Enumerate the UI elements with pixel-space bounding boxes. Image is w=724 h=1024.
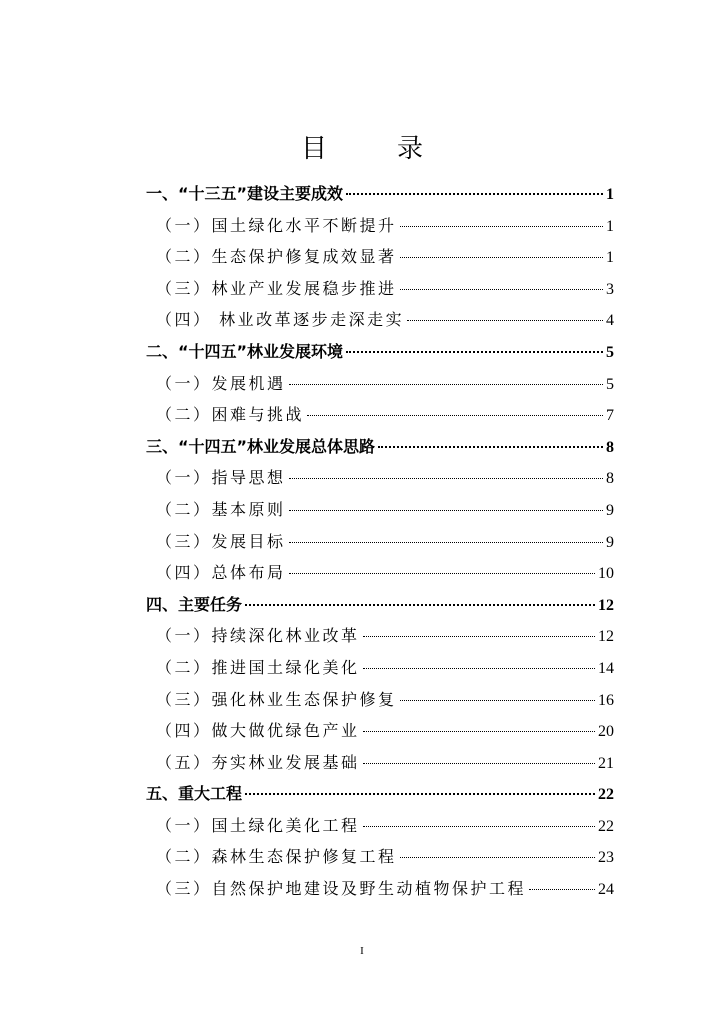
- dot-leader: [245, 793, 595, 795]
- toc-section-entry[interactable]: [146, 273, 614, 305]
- toc-entry-label: （一）指导思想: [156, 468, 286, 488]
- toc-page-number: 3: [606, 280, 614, 298]
- toc-section-entry[interactable]: [146, 304, 614, 336]
- dot-leader: [289, 510, 603, 511]
- toc-entry-label: （一）国土绿化水平不断提升: [156, 215, 397, 235]
- toc-page-number: 20: [598, 723, 614, 741]
- toc-entry-label: （三）发展目标: [156, 531, 286, 551]
- toc-section-entry[interactable]: [146, 462, 614, 494]
- toc-chapter-entry[interactable]: [146, 178, 614, 210]
- toc-section-entry[interactable]: [146, 494, 614, 526]
- toc-page-number: 1: [606, 249, 614, 267]
- toc-entry-label: （四） 林业改革逐步走深走实: [156, 310, 405, 330]
- toc-section-entry[interactable]: [146, 873, 614, 905]
- dot-leader: [400, 257, 603, 258]
- toc-section-entry[interactable]: [146, 841, 614, 873]
- toc-section-entry[interactable]: [146, 684, 614, 716]
- toc-entry-label: （二）推进国土绿化美化: [156, 657, 360, 677]
- dot-leader: [363, 668, 595, 669]
- toc-page-number: 10: [598, 565, 614, 583]
- toc-page-number: 12: [598, 628, 614, 646]
- toc-page-number: 23: [598, 849, 614, 867]
- dot-leader: [363, 763, 595, 764]
- dot-leader: [400, 700, 595, 701]
- toc-entry-label: 二、“十四五”林业发展环境: [146, 341, 344, 361]
- toc-entry-label: （二）生态保护修复成效显著: [156, 247, 397, 267]
- toc-entry-label: （二）森林生态保护修复工程: [156, 847, 397, 867]
- toc-page-number: 1: [606, 186, 614, 203]
- toc-chapter-entry[interactable]: [146, 778, 614, 810]
- dot-leader: [400, 289, 603, 290]
- toc-page-number: 22: [598, 786, 614, 804]
- toc-section-entry[interactable]: [146, 620, 614, 652]
- dot-leader: [307, 415, 603, 416]
- toc-entry-label: （四）总体布局: [156, 563, 286, 583]
- toc-page-number: 16: [598, 691, 614, 709]
- dot-leader: [346, 193, 603, 195]
- toc-chapter-entry[interactable]: [146, 336, 614, 368]
- toc-entry-label: （三）自然保护地建设及野生动植物保护工程: [156, 879, 527, 899]
- toc-section-entry[interactable]: [146, 399, 614, 431]
- toc-page-number: 1: [606, 217, 614, 235]
- dot-leader: [289, 478, 603, 479]
- toc-section-entry[interactable]: [146, 210, 614, 242]
- toc-entry-label: （四）做大做优绿色产业: [156, 721, 360, 741]
- table-of-contents: [146, 178, 614, 905]
- page-number-footer: I: [360, 945, 364, 957]
- toc-chapter-entry[interactable]: [146, 589, 614, 621]
- dot-leader: [378, 446, 603, 448]
- toc-page-number: 14: [598, 659, 614, 677]
- toc-entry-label: 三、“十四五”林业发展总体思路: [146, 436, 376, 456]
- toc-chapter-entry[interactable]: [146, 431, 614, 463]
- page-title: 目 录: [300, 134, 445, 164]
- dot-leader: [400, 226, 603, 227]
- dot-leader: [245, 604, 595, 606]
- toc-entry-label: （一）发展机遇: [156, 373, 286, 393]
- toc-entry-label: （三）林业产业发展稳步推进: [156, 278, 397, 298]
- toc-entry-label: （三）强化林业生态保护修复: [156, 689, 397, 709]
- toc-entry-label: （二）困难与挑战: [156, 405, 305, 425]
- toc-section-entry[interactable]: [146, 557, 614, 589]
- toc-section-entry[interactable]: [146, 810, 614, 842]
- dot-leader: [289, 384, 603, 385]
- toc-page-number: 22: [598, 817, 614, 835]
- dot-leader: [346, 351, 603, 353]
- toc-entry-label: （一）国土绿化美化工程: [156, 815, 360, 835]
- toc-page-number: 8: [606, 438, 614, 456]
- toc-page-number: 4: [606, 312, 614, 330]
- toc-entry-label: 五、重大工程: [146, 784, 243, 804]
- toc-entry-label: 一、“十三五”建设主要成效: [146, 184, 344, 203]
- toc-page-number: 9: [606, 533, 614, 551]
- toc-section-entry[interactable]: [146, 715, 614, 747]
- dot-leader: [407, 320, 603, 321]
- toc-page-number: 8: [606, 470, 614, 488]
- toc-page-number: 7: [606, 407, 614, 425]
- toc-page-number: 9: [606, 501, 614, 519]
- dot-leader: [363, 731, 595, 732]
- toc-entry-label: 四、主要任务: [146, 594, 243, 614]
- dot-leader: [400, 857, 595, 858]
- toc-entry-label: （五）夯实林业发展基础: [156, 752, 360, 772]
- toc-section-entry[interactable]: [146, 368, 614, 400]
- toc-section-entry[interactable]: [146, 652, 614, 684]
- dot-leader: [289, 542, 603, 543]
- toc-page-number: 5: [606, 343, 614, 361]
- toc-entry-label: （一）持续深化林业改革: [156, 626, 360, 646]
- toc-section-entry[interactable]: [146, 241, 614, 273]
- dot-leader: [289, 573, 595, 574]
- toc-page-number: 21: [598, 754, 614, 772]
- toc-page-number: 5: [606, 375, 614, 393]
- dot-leader: [529, 889, 595, 890]
- toc-entry-label: （二）基本原则: [156, 499, 286, 519]
- dot-leader: [363, 636, 595, 637]
- dot-leader: [363, 826, 595, 827]
- toc-section-entry[interactable]: [146, 747, 614, 779]
- toc-page-number: 24: [598, 881, 614, 899]
- toc-section-entry[interactable]: [146, 526, 614, 558]
- toc-page-number: 12: [598, 596, 614, 614]
